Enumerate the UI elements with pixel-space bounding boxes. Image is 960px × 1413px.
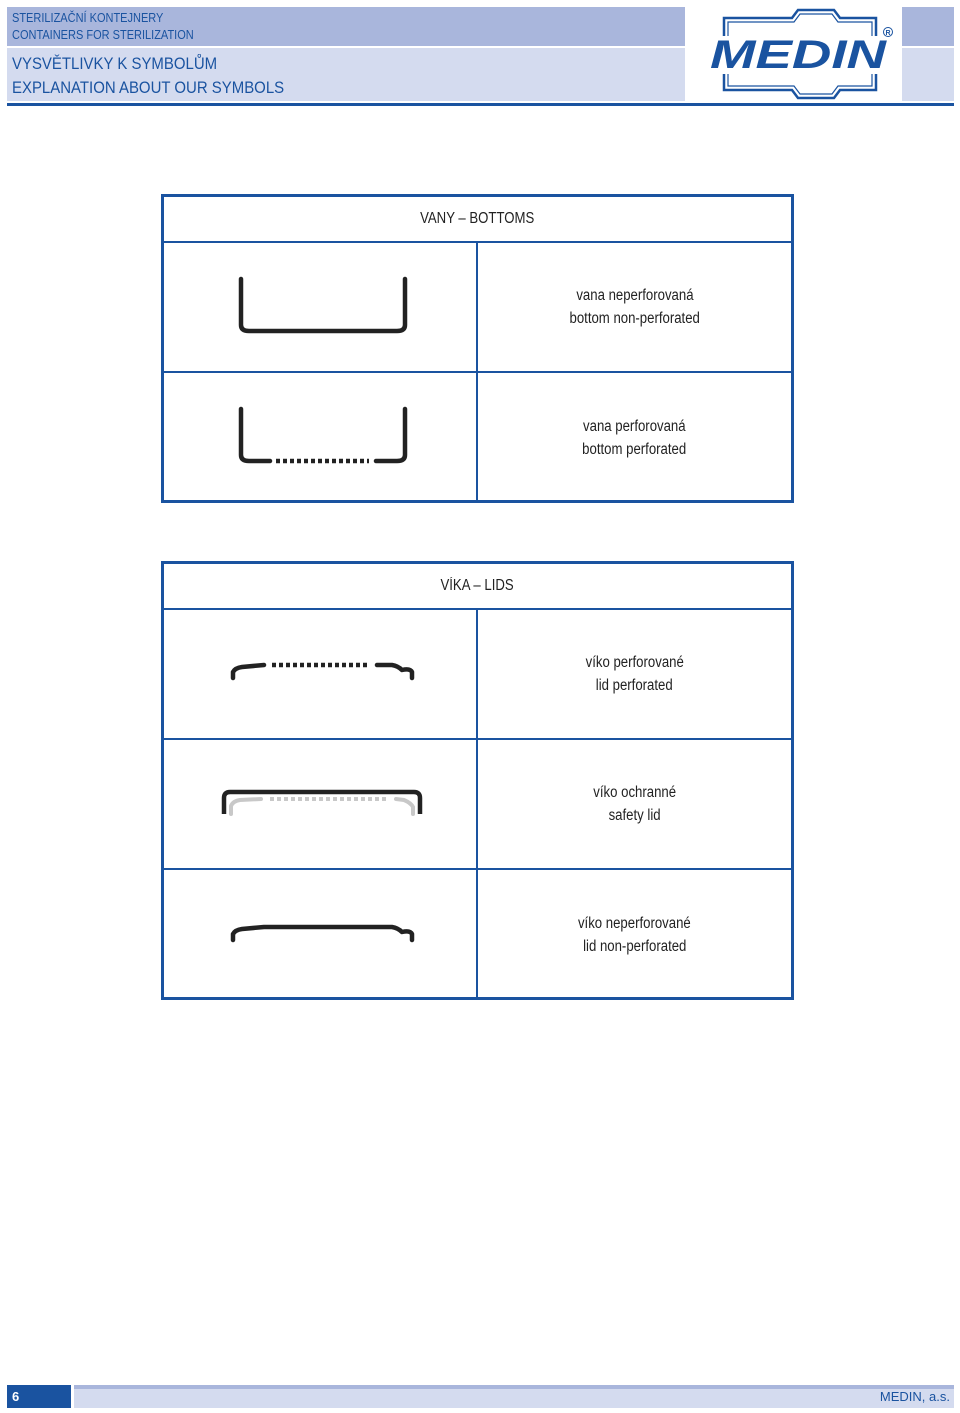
label-cz: víko perforované	[585, 654, 684, 671]
symbol-description	[478, 740, 791, 868]
bottoms-table	[161, 194, 794, 503]
lids-table	[161, 561, 794, 1000]
footer-company: MEDIN, a.s.	[879, 1389, 950, 1404]
bottoms-table-header	[164, 197, 791, 243]
safety-lid-icon	[164, 740, 476, 868]
symbol-cell	[164, 373, 478, 503]
svg-text:R: R	[885, 30, 891, 37]
table-row	[164, 373, 791, 503]
symbol-description	[478, 373, 791, 503]
label-cz: vana perforovaná	[583, 418, 686, 435]
header-side-band-bottom	[902, 48, 954, 101]
bottom-perforated-icon	[164, 373, 476, 501]
label-cz: víko ochranné	[593, 784, 676, 801]
symbol-cell	[164, 610, 478, 738]
symbol-description	[478, 610, 791, 738]
label-en: safety lid	[608, 807, 661, 824]
header-category-cz: STERILIZAČNÍ KONTEJNERY	[12, 11, 164, 25]
label-cz: víko neperforované	[578, 915, 691, 932]
page-title-cz: VYSVĚTLIVKY K SYMBOLŮM	[12, 54, 218, 73]
symbol-cell	[164, 870, 478, 1000]
symbol-description	[478, 870, 791, 1000]
page-title-en: EXPLANATION ABOUT OUR SYMBOLS	[12, 78, 285, 97]
label-cz: vana neperforovaná	[575, 287, 694, 304]
logo-wordmark: MEDIN	[710, 33, 888, 77]
page-number: 6	[7, 1385, 71, 1408]
table-row	[164, 610, 791, 740]
header-rule	[7, 103, 954, 106]
label-en: lid perforated	[596, 677, 673, 694]
header-side-band-top	[902, 7, 954, 46]
table-row	[164, 870, 791, 1000]
header-category-en: CONTAINERS FOR STERILIZATION	[12, 28, 194, 42]
footer-band-accent	[74, 1385, 954, 1389]
label-en: bottom non-perforated	[569, 310, 700, 327]
symbol-cell	[164, 740, 478, 868]
label-en: lid non-perforated	[582, 938, 687, 955]
lids-table-title: VÍKA – LIDS	[440, 577, 515, 594]
table-row	[164, 243, 791, 373]
medin-logo	[700, 6, 896, 102]
lid-perforated-icon	[164, 610, 476, 738]
lid-non-perforated-icon	[164, 870, 476, 998]
lids-table-header	[164, 564, 791, 610]
bottoms-table-title: VANY – BOTTOMS	[420, 210, 535, 227]
bottom-non-perforated-icon	[164, 243, 476, 371]
symbol-cell	[164, 243, 478, 371]
label-en: bottom perforated	[582, 441, 687, 458]
symbol-description	[478, 243, 791, 371]
table-row	[164, 740, 791, 870]
